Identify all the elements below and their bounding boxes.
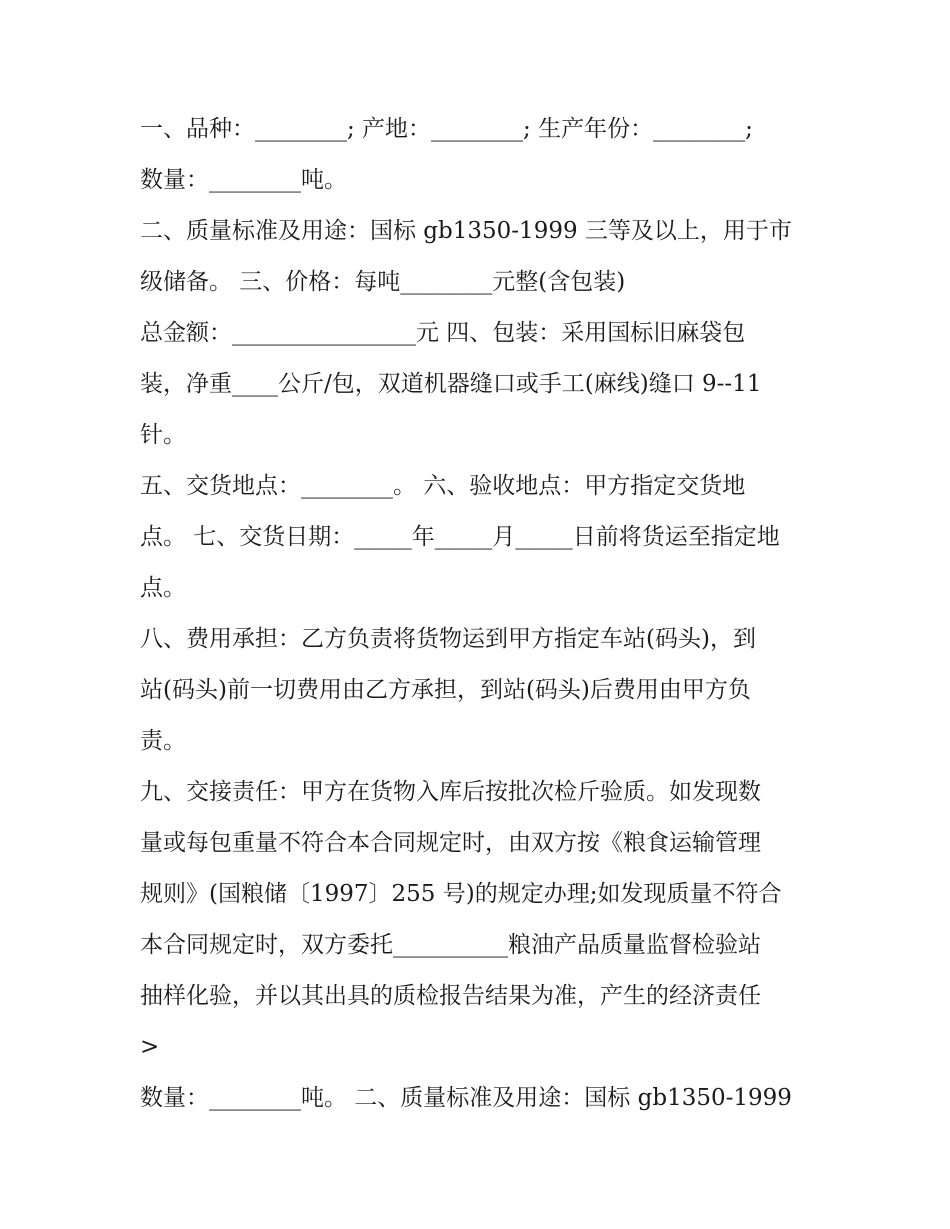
text-line-15: 量或每包重量不符合本合同规定时，由双方按《粮食运输管理 [140, 830, 761, 856]
text-line-17: 本合同规定时，双方委托__________粮油产品质量监督检验站 [140, 932, 761, 958]
text-line-2: 数量：________吨。 [140, 167, 347, 193]
text-line-8: 五、交货地点：________。 六、验收地点：甲方指定交货地 [140, 473, 746, 499]
text-line-20: 数量：________吨。 二、质量标准及用途：国标 gb1350-1999 [140, 1085, 792, 1111]
text-line-19: > [140, 1034, 160, 1060]
text-line-12: 站(码头)前一切费用由乙方承担，到站(码头)后费用由甲方负 [140, 677, 751, 703]
text-line-7: 针。 [140, 422, 186, 448]
text-line-14: 九、交接责任：甲方在货物入库后按批次检斤验质。如发现数 [140, 779, 761, 805]
text-line-11: 八、费用承担：乙方负责将货物运到甲方指定车站(码头)，到 [140, 626, 756, 652]
text-line-6: 装，净重____公斤/包，双道机器缝口或手工(麻线)缝口 9--11 [140, 371, 762, 397]
text-line-4: 级储备。 三、价格：每吨________元整(含包装) [140, 269, 626, 295]
text-line-3: 二、质量标准及用途：国标 gb1350-1999 三等及以上，用于市 [140, 218, 792, 244]
document-body [140, 104, 820, 1124]
text-line-1: 一、品种：________; 产地：________; 生产年份：________; [140, 116, 753, 142]
text-line-18: 抽样化验，并以其出具的质检报告结果为准，产生的经济责任 [140, 983, 761, 1009]
text-line-16: 规则》(国粮储〔1997〕255 号)的规定办理;如发现质量不符合 [140, 881, 782, 907]
text-line-9: 点。 七、交货日期：_____年_____月_____日前将货运至指定地 [140, 524, 780, 550]
text-line-13: 责。 [140, 728, 186, 754]
text-line-5: 总金额：________________元 四、包装：采用国标旧麻袋包 [140, 320, 746, 346]
text-line-10: 点。 [140, 575, 186, 601]
